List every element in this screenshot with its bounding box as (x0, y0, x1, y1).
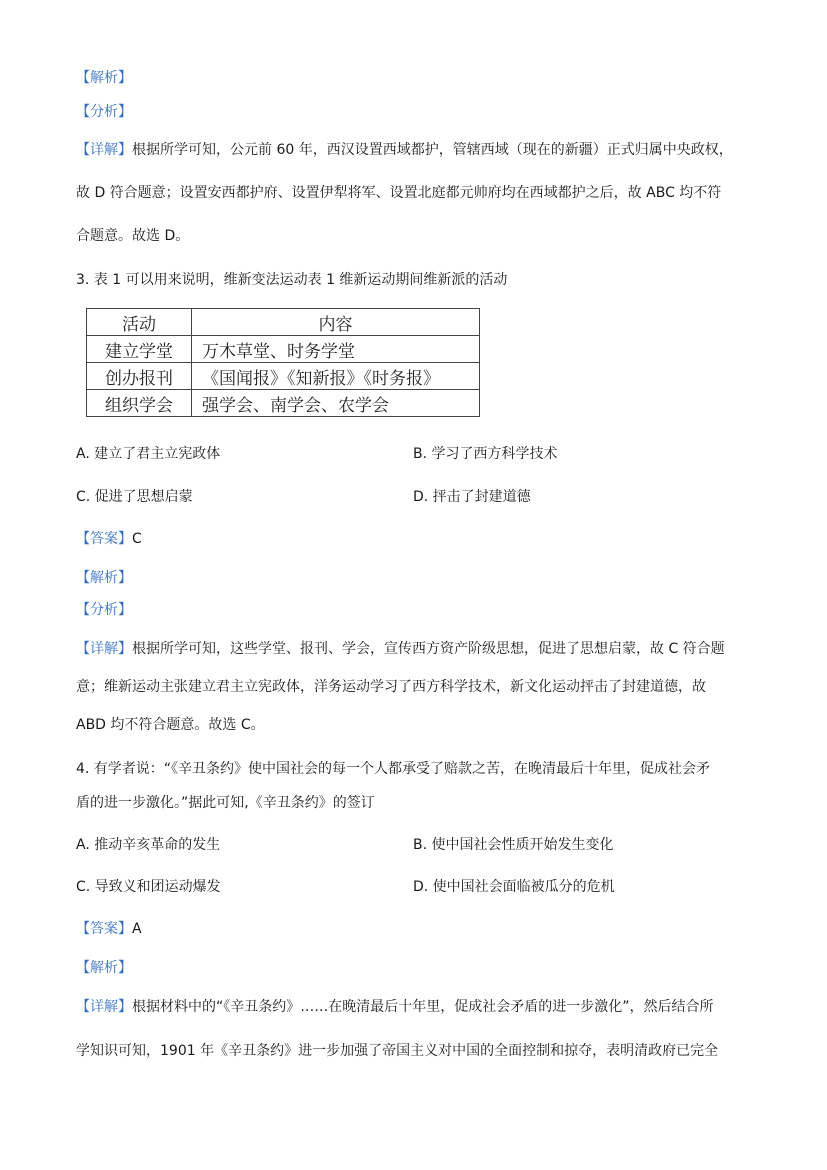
fenxi-tag: 【分析】 (76, 602, 132, 618)
detail-line (76, 997, 714, 1017)
table-header-row (87, 309, 480, 336)
table-cell: 建立学堂 (87, 336, 192, 363)
table-cell: 创办报刊 (87, 363, 192, 390)
analysis-tag: 【解析】 (76, 70, 132, 86)
analysis-tag: 【解析】 (76, 570, 132, 586)
option-a: A. 建立了君主立宪政体 (76, 446, 221, 462)
answer-value: A (132, 921, 142, 937)
detail-line: 故 D 符合题意；设置安西都护府、设置伊犁将军、设置北庭都元帅府均在西域都护之后，故 ABC 均不符 (76, 185, 722, 201)
table-cell: 万木草堂、时务学堂 (192, 336, 480, 363)
table-cell: 强学会、南学会、农学会 (192, 390, 480, 417)
option-d: D. 抨击了封建道德 (413, 489, 531, 505)
detail-line: 意；维新运动主张建立君主立宪政体，洋务运动学习了西方科学技术，新文化运动抨击了封建道德，故 (76, 679, 706, 695)
activities-table (86, 308, 480, 417)
table-header-cell: 活动 (87, 309, 192, 336)
table-header-cell: 内容 (192, 309, 480, 336)
analysis-tag: 【解析】 (76, 960, 132, 976)
option-b: B. 学习了西方科学技术 (413, 446, 558, 462)
table-cell: 组织学会 (87, 390, 192, 417)
detail-line: ABD 均不符合题意。故选 C。 (76, 717, 265, 733)
fenxi-tag: 【分析】 (76, 104, 132, 120)
question-4-stem: 盾的进一步激化。”据此可知,《辛丑条约》的签订 (76, 795, 375, 811)
detail-text: 根据所学可知，公元前 60 年，西汉设置西域都护，管辖西域（现在的新疆）正式归属中央政权， (132, 142, 733, 158)
xiangjie-tag: 【详解】 (76, 142, 132, 158)
answer-tag: 【答案】 (76, 531, 132, 547)
option-a: A. 推动辛亥革命的发生 (76, 837, 221, 853)
detail-line: 合题意。故选 D。 (76, 228, 190, 244)
xiangjie-tag: 【详解】 (76, 641, 132, 657)
option-d: D. 使中国社会面临被瓜分的危机 (413, 879, 615, 895)
question-4-stem: 4. 有学者说：“《辛丑条约》使中国社会的每一个人都承受了赔款之苦，在晚清最后十年里，促成社会矛 (76, 761, 711, 777)
xiangjie-tag: 【详解】 (76, 999, 132, 1015)
option-c: C. 导致义和团运动爆发 (76, 879, 221, 895)
detail-text: 根据所学可知，这些学堂、报刊、学会，宣传西方资产阶级思想，促进了思想启蒙，故 C 符合题 (132, 641, 725, 657)
table-row (87, 363, 480, 390)
table-cell: 《国闻报》《知新报》《时务报》 (192, 363, 480, 390)
answer-line (76, 919, 142, 939)
detail-line: 学知识可知，1901 年《辛丑条约》进一步加强了帝国主义对中国的全面控制和掠夺，表明清政府已完全 (76, 1043, 719, 1059)
question-3-stem: 3. 表 1 可以用来说明，维新变法运动表 1 维新运动期间维新派的活动 (76, 272, 508, 288)
table-row (87, 336, 480, 363)
option-b: B. 使中国社会性质开始发生变化 (413, 837, 614, 853)
detail-line (76, 140, 733, 160)
answer-value: C (132, 531, 142, 547)
detail-text: 根据材料中的“《辛丑条约》……在晚清最后十年里，促成社会矛盾的进一步激化”，然后结合所 (132, 999, 714, 1015)
detail-line (76, 639, 725, 659)
table-row (87, 390, 480, 417)
answer-tag: 【答案】 (76, 921, 132, 937)
answer-line (76, 529, 142, 549)
option-c: C. 促进了思想启蒙 (76, 489, 193, 505)
